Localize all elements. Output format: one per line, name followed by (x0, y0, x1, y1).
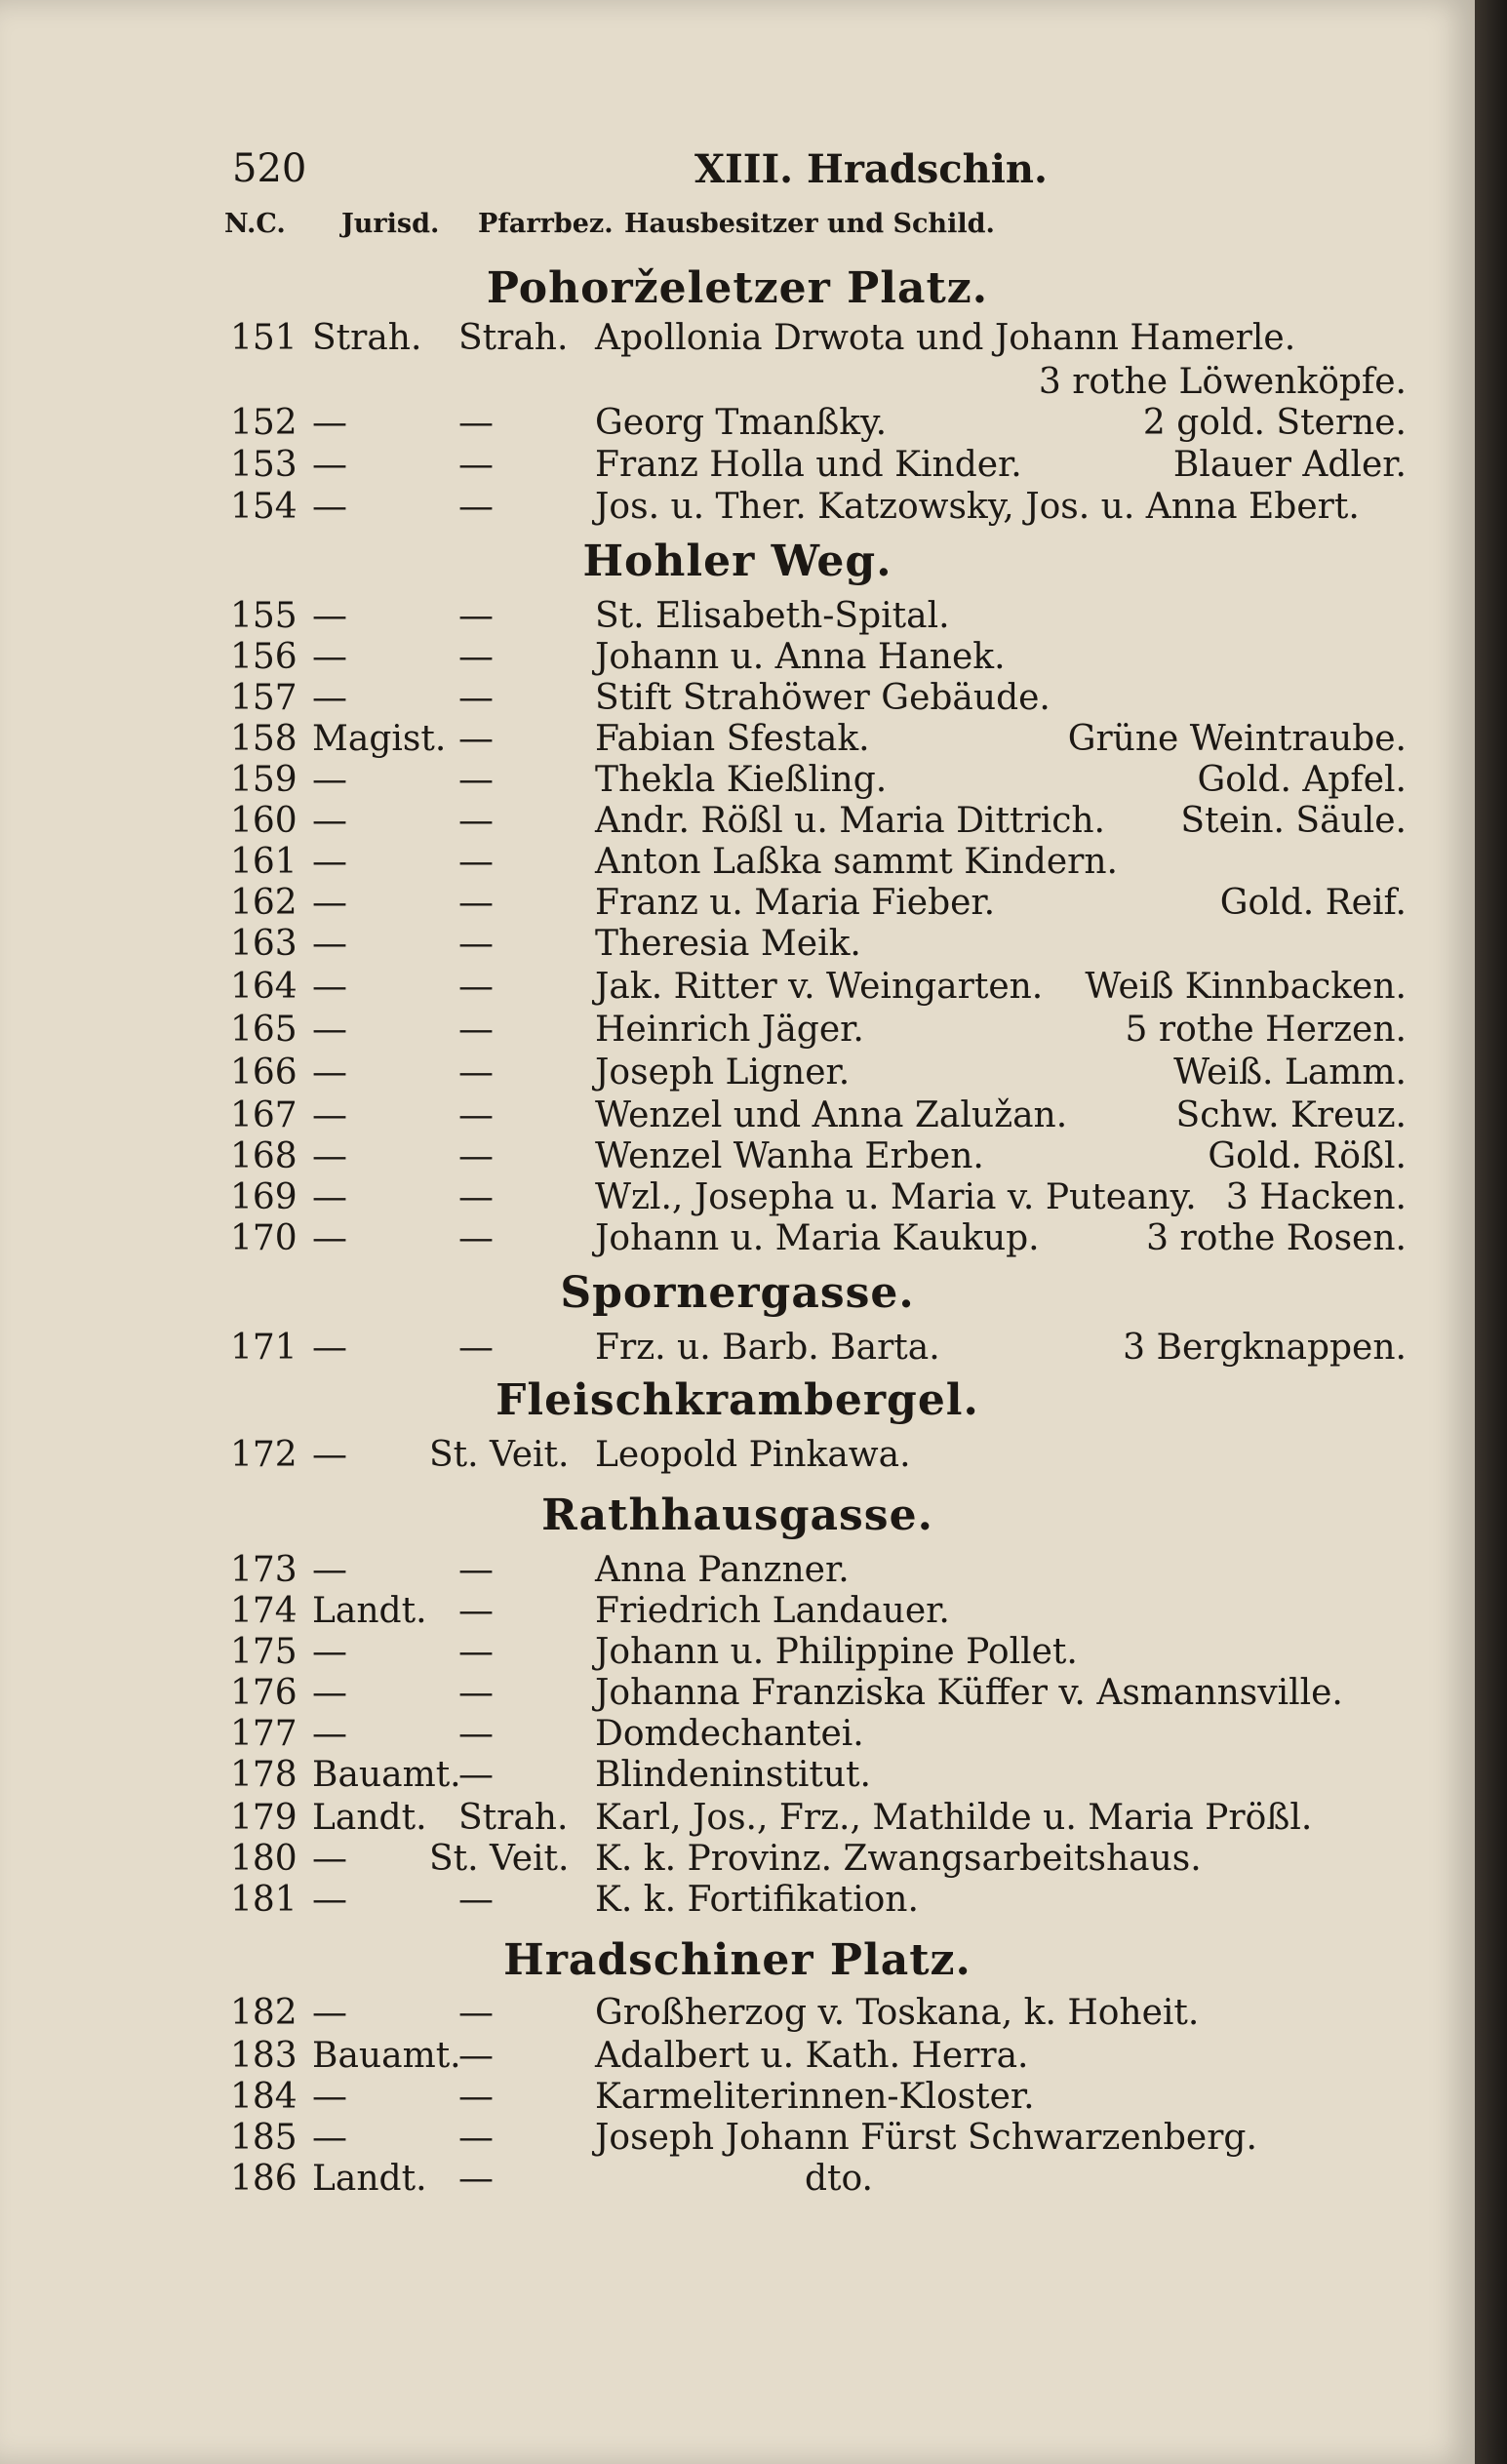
parish: — (458, 1993, 494, 2033)
house-sign: Stein. Säule. (1180, 801, 1407, 841)
house-sign: Schw. Kreuz. (1175, 1095, 1407, 1135)
jurisdiction: — (312, 760, 347, 800)
column-header-nc: N.C. (224, 209, 286, 239)
table-row (0, 718, 1475, 761)
owner: Johann u. Maria Kaukup. (595, 1218, 1040, 1258)
jurisdiction: Landt. (312, 1798, 427, 1838)
table-row (0, 841, 1475, 884)
table-row (0, 2117, 1475, 2160)
parish: — (458, 1218, 494, 1258)
table-row (0, 1217, 1475, 1260)
parish: — (458, 719, 494, 759)
jurisdiction: — (312, 883, 347, 923)
parish: — (458, 637, 494, 677)
table-row (0, 1176, 1475, 1219)
house-number: 176 (230, 1673, 297, 1713)
jurisdiction: — (312, 637, 347, 677)
house-sign: Weiß Kinnbacken. (1085, 967, 1407, 1007)
house-number: 180 (230, 1839, 297, 1879)
owner: K. k. Provinz. Zwangsarbeitshaus. (595, 1839, 1202, 1879)
book-edge (1475, 0, 1507, 2464)
parish: — (458, 1591, 494, 1631)
house-number: 182 (230, 1993, 297, 2033)
parish: St. Veit. (429, 1435, 570, 1475)
owner: Frz. u. Barb. Barta. (595, 1328, 940, 1368)
parish: — (458, 403, 494, 443)
owner: Franz Holla und Kinder. (595, 445, 1022, 485)
parish: — (458, 445, 494, 485)
house-sign: 3 rothe Rosen. (1146, 1218, 1407, 1258)
house-sign: 3 Hacken. (1225, 1177, 1407, 1217)
house-number: 163 (230, 924, 297, 964)
owner: Domdechantei. (595, 1714, 864, 1754)
jurisdiction: — (312, 1993, 347, 2033)
jurisdiction: — (312, 445, 347, 485)
parish: — (458, 2036, 494, 2076)
house-number: 158 (230, 719, 297, 759)
house-number: 154 (230, 487, 297, 527)
parish: — (458, 1010, 494, 1050)
parish: — (458, 883, 494, 923)
parish: — (458, 801, 494, 841)
parish: Strah. (458, 318, 569, 358)
owner: Heinrich Jäger. (595, 1010, 864, 1050)
house-sign: Weiß. Lamm. (1173, 1053, 1407, 1093)
house-number: 186 (230, 2159, 297, 2199)
owner: Leopold Pinkawa. (595, 1435, 911, 1475)
table-row (0, 1713, 1475, 1756)
jurisdiction: — (312, 1053, 347, 1093)
parish: — (458, 1328, 494, 1368)
owner: Georg Tmanßky. (595, 403, 888, 443)
table-row (0, 2035, 1475, 2078)
table-row (0, 444, 1475, 487)
table-row (0, 1672, 1475, 1715)
owner: Apollonia Drwota und Johann Hamerle. (595, 318, 1296, 358)
jurisdiction: — (312, 1714, 347, 1754)
table-row (0, 882, 1475, 925)
column-header-pfarrbez: Pfarrbez. (478, 209, 614, 239)
parish: — (458, 487, 494, 527)
owner: Stift Strahöwer Gebäude. (595, 678, 1051, 718)
jurisdiction: — (312, 1177, 347, 1217)
table-row (0, 2076, 1475, 2119)
column-header-jurisd: Jurisd. (341, 209, 440, 239)
parish: — (458, 1177, 494, 1217)
section-title: Hohler Weg. (582, 537, 892, 586)
owner: Joseph Johann Fürst Schwarzenberg. (595, 2118, 1257, 2158)
parish: — (458, 1136, 494, 1176)
table-row (0, 1135, 1475, 1178)
owner: Karl, Jos., Frz., Mathilde u. Maria Prößl. (595, 1798, 1313, 1838)
house-sign: Grüne Weintraube. (1067, 719, 1407, 759)
jurisdiction: — (312, 967, 347, 1007)
jurisdiction: — (312, 1839, 347, 1879)
table-row (0, 1754, 1475, 1797)
parish: — (458, 1632, 494, 1672)
section-title: Hradschiner Platz. (503, 1935, 972, 1985)
table-row (0, 317, 1475, 360)
house-number: 173 (230, 1550, 297, 1590)
house-number: 178 (230, 1755, 297, 1795)
jurisdiction: — (312, 801, 347, 841)
house-number: 161 (230, 842, 297, 882)
house-number: 157 (230, 678, 297, 718)
jurisdiction: — (312, 1673, 347, 1713)
owner: St. Elisabeth-Spital. (595, 596, 950, 636)
page-title: XIII. Hradschin. (694, 146, 1048, 192)
jurisdiction: — (312, 1095, 347, 1135)
table-row (0, 966, 1475, 1009)
house-number: 171 (230, 1328, 297, 1368)
house-number: 183 (230, 2036, 297, 2076)
owner: Johanna Franziska Küffer v. Asmannsville. (595, 1673, 1343, 1713)
owner: Großherzog v. Toskana, k. Hoheit. (595, 1993, 1200, 2033)
owner: Adalbert u. Kath. Herra. (595, 2036, 1029, 2076)
house-number: 159 (230, 760, 297, 800)
table-row (0, 800, 1475, 843)
house-number: 153 (230, 445, 297, 485)
house-number: 162 (230, 883, 297, 923)
jurisdiction: — (312, 2077, 347, 2117)
parish: — (458, 1095, 494, 1135)
house-number: 172 (230, 1435, 297, 1475)
jurisdiction: — (312, 596, 347, 636)
jurisdiction: — (312, 2118, 347, 2158)
table-row (0, 1009, 1475, 1052)
owner: Jak. Ritter v. Weingarten. (595, 967, 1044, 1007)
table-row (0, 1094, 1475, 1137)
jurisdiction: Bauamt. (312, 1755, 461, 1795)
owner: Jos. u. Ther. Katzowsky, Jos. u. Anna Ebert. (595, 487, 1360, 527)
parish: — (458, 967, 494, 1007)
parish: — (458, 760, 494, 800)
house-number: 155 (230, 596, 297, 636)
section-title: Rathhausgasse. (541, 1490, 933, 1540)
owner: K. k. Fortifikation. (595, 1880, 919, 1920)
section-title: Spornergasse. (560, 1268, 915, 1318)
column-header-owner: Hausbesitzer und Schild. (624, 209, 995, 239)
owner: Andr. Rößl u. Maria Dittrich. (595, 801, 1106, 841)
table-row (0, 677, 1475, 720)
house-number: 185 (230, 2118, 297, 2158)
house-sign: Gold. Rößl. (1208, 1136, 1407, 1176)
owner: Anton Laßka sammt Kindern. (595, 842, 1118, 882)
house-number: 165 (230, 1010, 297, 1050)
jurisdiction: Magist. (312, 719, 447, 759)
parish: — (458, 678, 494, 718)
table-row (0, 1992, 1475, 2035)
jurisdiction: — (312, 1550, 347, 1590)
jurisdiction: — (312, 1435, 347, 1475)
parish: — (458, 1673, 494, 1713)
owner: dto. (805, 2159, 873, 2199)
table-row (0, 1838, 1475, 1881)
house-sign: Gold. Apfel. (1197, 760, 1407, 800)
table-row (0, 595, 1475, 638)
jurisdiction: — (312, 1632, 347, 1672)
owner: Wenzel Wanha Erben. (595, 1136, 984, 1176)
table-row (0, 1590, 1475, 1633)
jurisdiction: — (312, 678, 347, 718)
house-number: 167 (230, 1095, 297, 1135)
house-sign: 3 Bergknappen. (1123, 1328, 1407, 1368)
section-title: Pohorželetzer Platz. (486, 263, 989, 313)
house-number: 164 (230, 967, 297, 1007)
house-sign: 5 rothe Herzen. (1125, 1010, 1407, 1050)
jurisdiction: — (312, 1880, 347, 1920)
jurisdiction: — (312, 1218, 347, 1258)
table-row (0, 486, 1475, 529)
parish: Strah. (458, 1798, 569, 1838)
owner: Fabian Sfestak. (595, 719, 870, 759)
house-sign: 3 rothe Löwenköpfe. (1038, 362, 1407, 402)
table-row (0, 402, 1475, 445)
jurisdiction: — (312, 1010, 347, 1050)
house-number: 152 (230, 403, 297, 443)
table-row (0, 1434, 1475, 1477)
table-row (0, 1549, 1475, 1592)
owner: Karmeliterinnen-Kloster. (595, 2077, 1035, 2117)
table-row (0, 1327, 1475, 1370)
jurisdiction: — (312, 403, 347, 443)
parish: — (458, 596, 494, 636)
table-row (0, 2158, 1475, 2201)
jurisdiction: — (312, 1136, 347, 1176)
jurisdiction: Landt. (312, 1591, 427, 1631)
jurisdiction: — (312, 842, 347, 882)
jurisdiction: — (312, 1328, 347, 1368)
owner: Thekla Kießling. (595, 760, 888, 800)
table-row (0, 1631, 1475, 1674)
table-row (0, 1052, 1475, 1094)
parish: — (458, 924, 494, 964)
section-title: Fleischkrambergel. (496, 1375, 979, 1425)
jurisdiction: — (312, 487, 347, 527)
table-row (0, 923, 1475, 966)
jurisdiction: — (312, 924, 347, 964)
owner: Theresia Meik. (595, 924, 861, 964)
house-number: 156 (230, 637, 297, 677)
jurisdiction: Landt. (312, 2159, 427, 2199)
house-sign: Blauer Adler. (1172, 445, 1407, 485)
house-number: 168 (230, 1136, 297, 1176)
house-number: 177 (230, 1714, 297, 1754)
house-number: 179 (230, 1798, 297, 1838)
parish: — (458, 1550, 494, 1590)
parish: St. Veit. (429, 1839, 570, 1879)
house-number: 175 (230, 1632, 297, 1672)
owner: Franz u. Maria Fieber. (595, 883, 996, 923)
house-number: 181 (230, 1880, 297, 1920)
parish: — (458, 2118, 494, 2158)
parish: — (458, 1755, 494, 1795)
owner: Friedrich Landauer. (595, 1591, 950, 1631)
owner: Johann u. Anna Hanek. (595, 637, 1006, 677)
house-number: 160 (230, 801, 297, 841)
owner: Joseph Ligner. (595, 1053, 851, 1093)
house-number: 169 (230, 1177, 297, 1217)
owner: Wzl., Josepha u. Maria v. Puteany. (595, 1177, 1197, 1217)
table-row (0, 1797, 1475, 1840)
house-sign: Gold. Reif. (1219, 883, 1407, 923)
house-number: 151 (230, 318, 297, 358)
house-number: 184 (230, 2077, 297, 2117)
table-row (0, 759, 1475, 802)
jurisdiction: Bauamt. (312, 2036, 461, 2076)
table-row (0, 1879, 1475, 1922)
parish: — (458, 1880, 494, 1920)
parish: — (458, 2159, 494, 2199)
owner: Anna Panzner. (595, 1550, 850, 1590)
parish: — (458, 842, 494, 882)
house-number: 170 (230, 1218, 297, 1258)
house-number: 166 (230, 1053, 297, 1093)
owner: Johann u. Philippine Pollet. (595, 1632, 1078, 1672)
parish: — (458, 1714, 494, 1754)
owner: Blindeninstitut. (595, 1755, 871, 1795)
parish: — (458, 2077, 494, 2117)
parish: — (458, 1053, 494, 1093)
house-number: 174 (230, 1591, 297, 1631)
jurisdiction: Strah. (312, 318, 422, 358)
table-row (0, 636, 1475, 679)
house-sign: 2 gold. Sterne. (1142, 403, 1407, 443)
owner: Wenzel und Anna Zalužan. (595, 1095, 1068, 1135)
page-number: 520 (232, 146, 307, 191)
